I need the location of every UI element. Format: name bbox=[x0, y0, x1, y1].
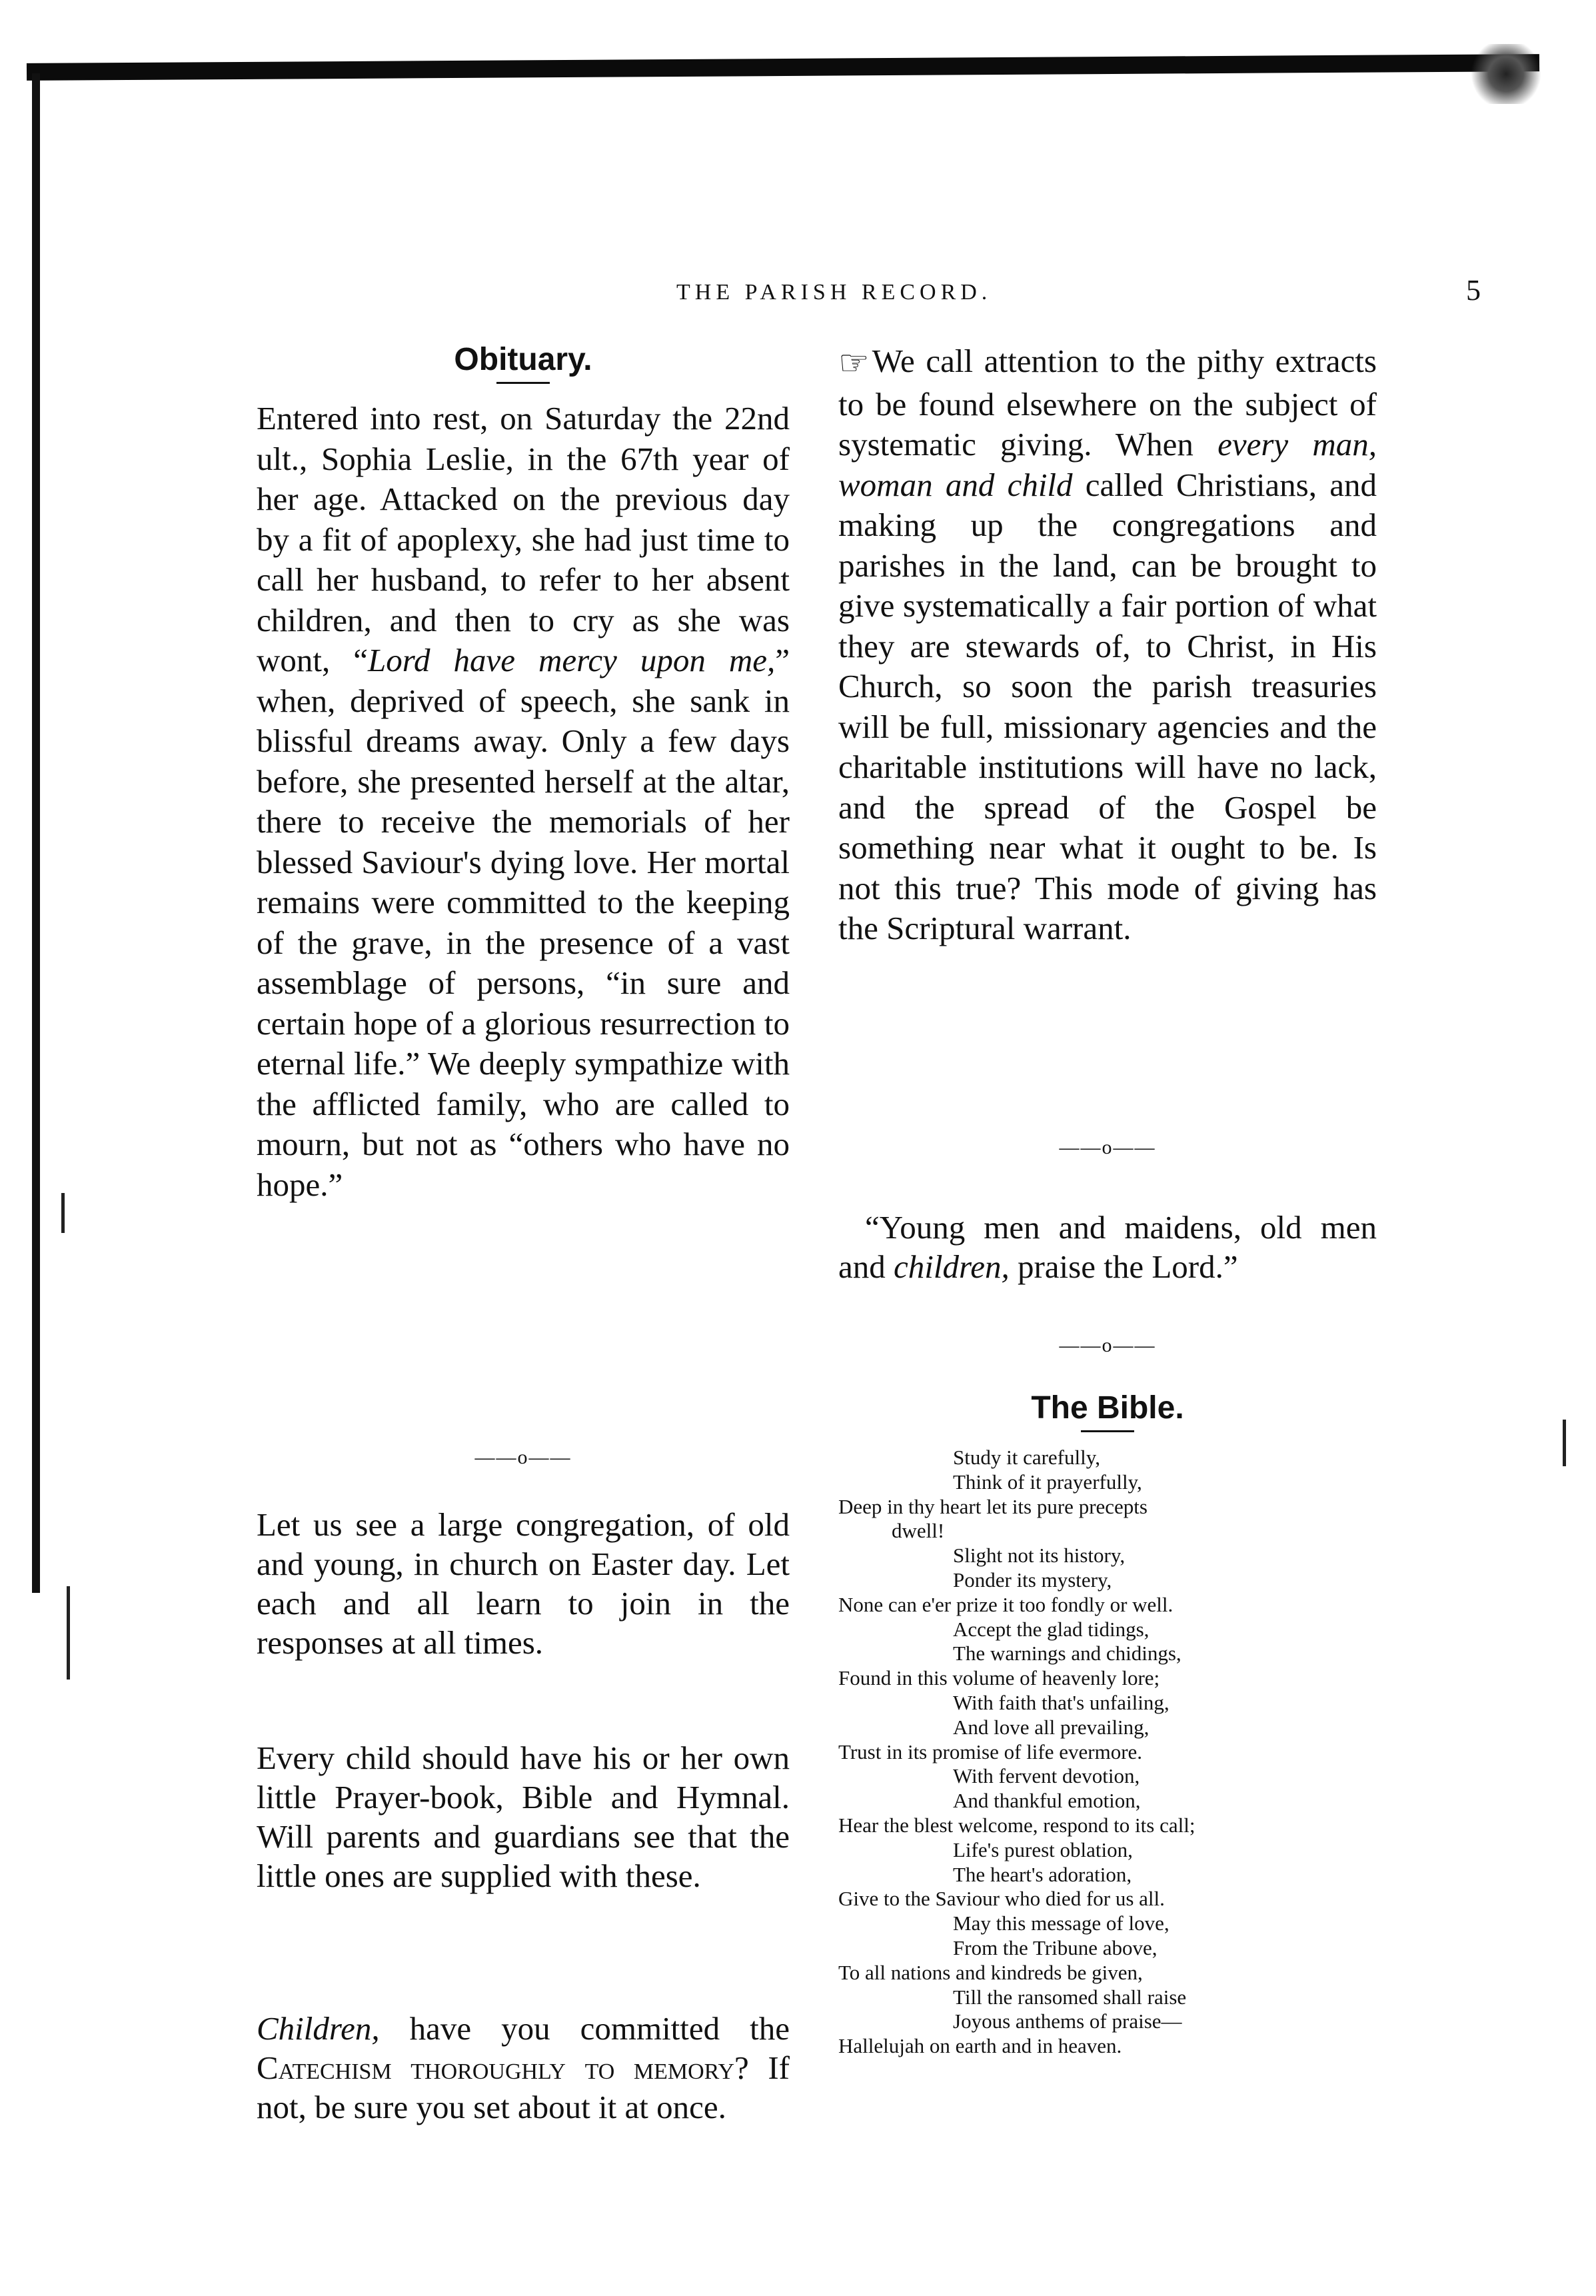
young-men-italic: children, bbox=[894, 1248, 1010, 1285]
obituary-text-end: ” when, deprived of speech, she sank in blissful dreams away. Only a few days before, she presented herself at the altar, there to receive the memorials of her blessed Saviour's dying love. Her mortal remains were committed to the keeping of the grave, in the presence of a vast assemblage of persons, “in sure and certain hope of a glorious resurrection to eternal life.” We deeply sympathize with the afflicted family, who are called to mourn, but not as “others who have no hope.” bbox=[257, 642, 790, 1203]
giving-notice bbox=[838, 341, 1377, 949]
heading-underline bbox=[496, 382, 550, 384]
heading-underline bbox=[1081, 1430, 1134, 1432]
poem-line: Study it carefully, bbox=[953, 1446, 1100, 1469]
scan-artifact bbox=[61, 1193, 65, 1233]
section-divider: ——o—— bbox=[1059, 1136, 1156, 1158]
corner-ink-smudge bbox=[1466, 44, 1546, 104]
poem-line: And love all prevailing, bbox=[953, 1715, 1150, 1739]
catechism-paragraph bbox=[257, 2009, 790, 2127]
poem-line: Slight not its history, bbox=[953, 1544, 1126, 1568]
young-men-text-2: praise the Lord.” bbox=[1009, 1248, 1238, 1285]
obituary-paragraph bbox=[257, 399, 790, 1205]
poem-line: Hear the blest welcome, respond to its call; bbox=[838, 1813, 1196, 1837]
poem-line: Deep in thy heart let its pure precepts bbox=[838, 1494, 1148, 1518]
pointing-hand-icon: ☞ bbox=[838, 345, 870, 383]
page-number: 5 bbox=[1466, 274, 1481, 307]
giving-text-1: We call attention to the pithy extracts to be found elsewhere on the subject of systematic giving. When bbox=[838, 343, 1377, 463]
poem-line: May this message of love, bbox=[953, 1911, 1170, 1935]
poem-line: Hallelujah on earth and in heaven. bbox=[838, 2034, 1122, 2058]
obituary-heading: Obituary. bbox=[454, 342, 592, 377]
easter-notice bbox=[257, 1505, 790, 1662]
poem-line: Life's purest oblation, bbox=[953, 1837, 1133, 1861]
poem-line: dwell! bbox=[892, 1519, 945, 1543]
giving-paragraph bbox=[838, 341, 1377, 949]
bible-poem bbox=[838, 1390, 1377, 2059]
poem-line: None can e'er prize it too fondly or well. bbox=[838, 1592, 1174, 1616]
poem-line: Trust in its promise of life evermore. bbox=[838, 1739, 1143, 1763]
poem-line: Till the ransomed shall raise bbox=[953, 1985, 1187, 2009]
children-word: Children, bbox=[257, 2010, 380, 2047]
left-border-rule bbox=[32, 73, 40, 1593]
obituary-quote-italic: Lord have mercy upon me, bbox=[368, 642, 776, 678]
poem-line: Ponder its mystery, bbox=[953, 1568, 1112, 1592]
catechism-text-1: have you committed the bbox=[379, 2010, 790, 2047]
prayer-book-notice bbox=[257, 1738, 790, 1895]
section-divider: ——o—— bbox=[1059, 1334, 1156, 1356]
poem-line: The warnings and chidings, bbox=[953, 1642, 1182, 1666]
easter-paragraph: Let us see a large congregation, of old and young, in church on Easter day. Let each and all learn to join in the responses at all times. bbox=[257, 1506, 790, 1661]
poem-line: Give to the Saviour who died for us all. bbox=[838, 1887, 1165, 1911]
giving-italic: every man, woman and child bbox=[838, 426, 1377, 503]
obituary-text-start: Entered into rest, on Saturday the 22nd ult., Sophia Leslie, in the 67th year of her age. Attacked on the previous day by a fit of apoplexy, she had just time to call her husband, to refer to her absent children, and then to cry as she was wont, “ bbox=[257, 400, 790, 678]
poem-line: From the Tribune above, bbox=[953, 1935, 1158, 1959]
giving-text-2: called Christians, and making up the congregations and parishes in the land, can be brought to give systematically a fair portion of what they are stewards of, to Christ, in His Church, so soon the parish treasuries will be full, missionary agencies and the charitable institutions will have no lack, and the spread of the Gospel be something near what it ought to be. Is not this true? This mode of giving has the Scriptural warrant. bbox=[838, 466, 1377, 946]
bible-heading: The Bible. bbox=[1031, 1390, 1184, 1426]
poem-line: With fervent devotion, bbox=[953, 1764, 1140, 1788]
catechism-smallcaps: Catechism thoroughly to memory? bbox=[257, 2049, 749, 2086]
catechism-text-2: If not, be sure you set about it at once. bbox=[257, 2049, 790, 2125]
prayer-book-paragraph: Every child should have his or her own little Prayer-book, Bible and Hymnal. Will parents and guardians see that the little ones are supplied with these. bbox=[257, 1739, 790, 1894]
poem-line: The heart's adoration, bbox=[953, 1862, 1132, 1886]
section-divider: ——o—— bbox=[474, 1446, 572, 1468]
scan-artifact bbox=[1563, 1420, 1566, 1466]
poem-line: Think of it prayerfully, bbox=[953, 1470, 1142, 1494]
poem-line: Accept the glad tidings, bbox=[953, 1617, 1150, 1641]
young-men-text-1: “Young men and maidens, old men and bbox=[838, 1209, 1377, 1285]
poem-line: To all nations and kindreds be given, bbox=[838, 1960, 1143, 1984]
young-men-quote bbox=[838, 1208, 1377, 1286]
poem-line: Joyous anthems of praise— bbox=[953, 2009, 1182, 2033]
obituary-section bbox=[257, 341, 790, 1205]
scan-artifact bbox=[67, 1586, 70, 1680]
poem-line: And thankful emotion, bbox=[953, 1789, 1141, 1813]
running-header: THE PARISH RECORD. bbox=[676, 280, 992, 305]
poem-line: With faith that's unfailing, bbox=[953, 1690, 1170, 1714]
poem-line: Found in this volume of heavenly lore; bbox=[838, 1666, 1160, 1690]
catechism-notice bbox=[257, 2009, 790, 2127]
young-men-paragraph bbox=[838, 1208, 1377, 1286]
poem-body bbox=[838, 1446, 1377, 2059]
top-border-rule bbox=[27, 54, 1539, 81]
